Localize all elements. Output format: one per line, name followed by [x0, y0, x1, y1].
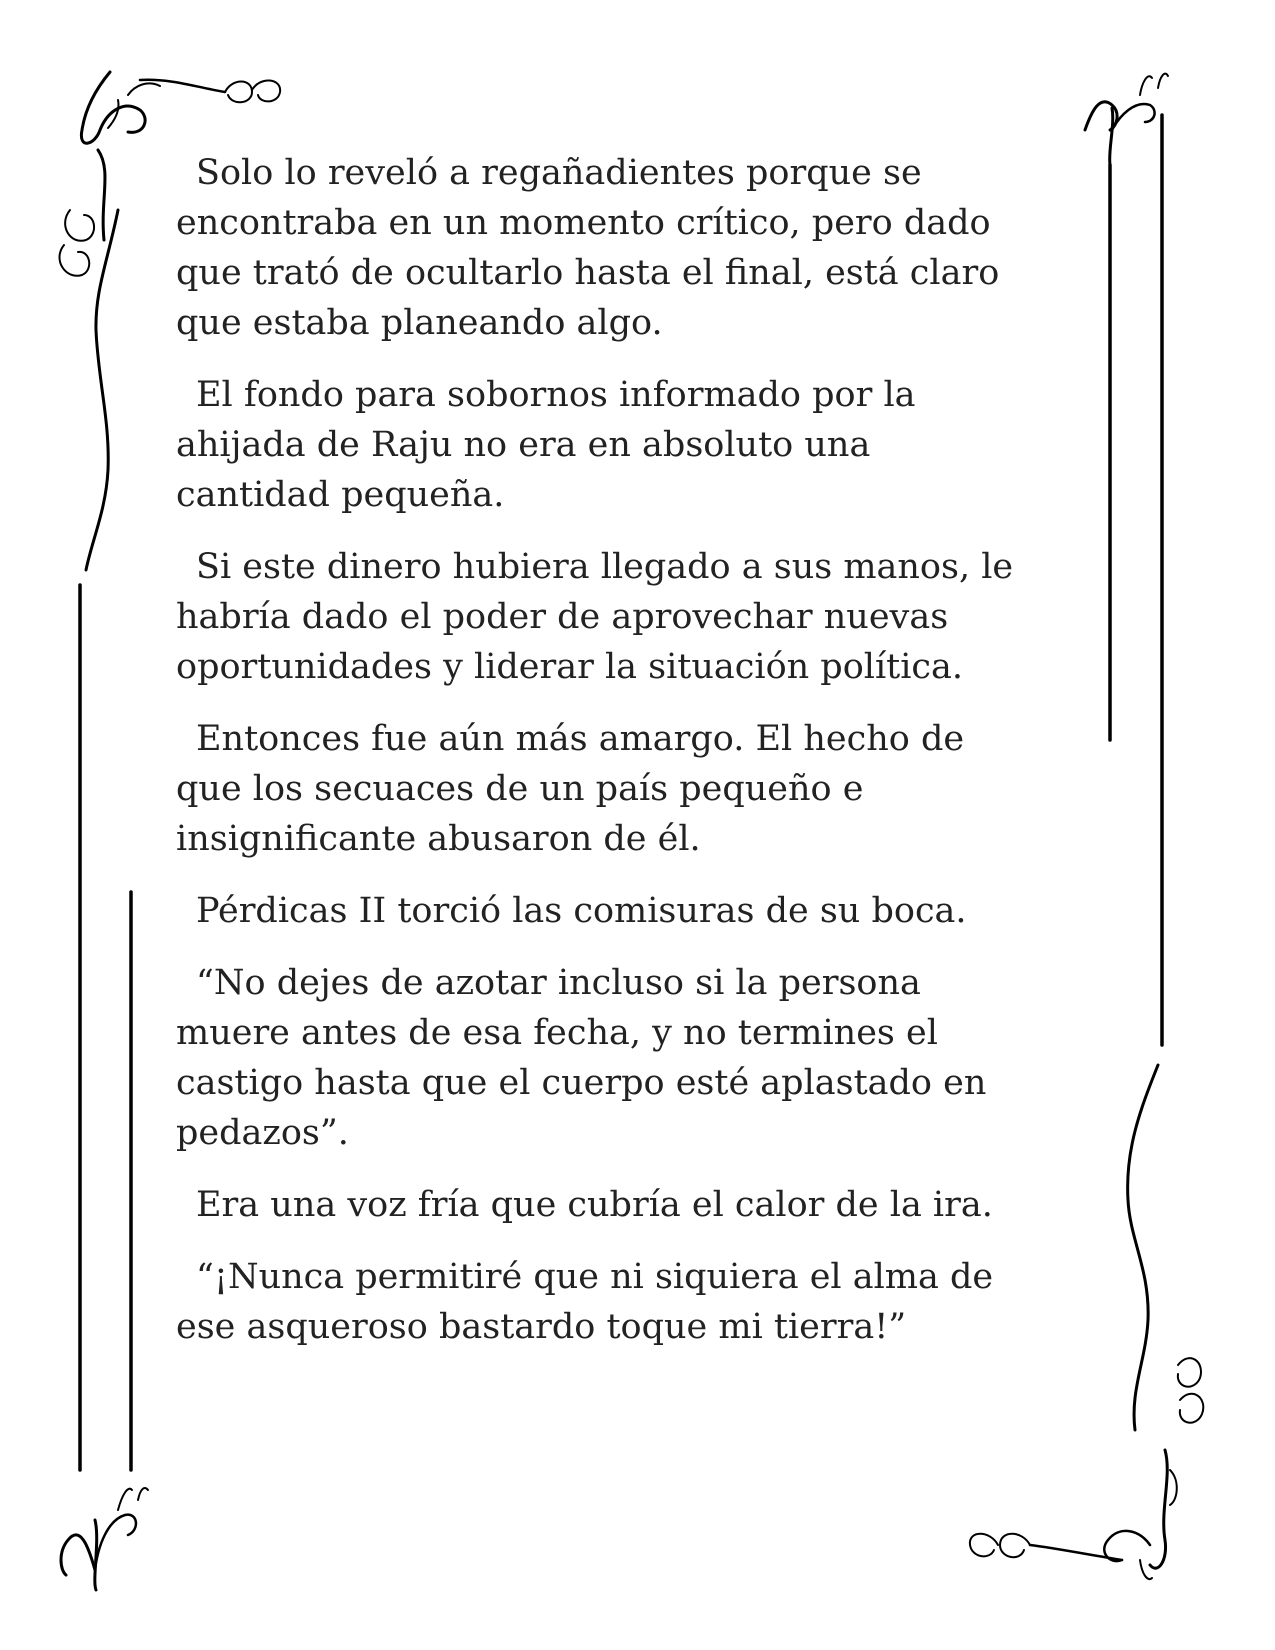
- paragraph-5: Pérdicas II torció las comisuras de su boca.: [196, 891, 967, 931]
- paragraph-3: Si este dinero hubiera llegado a sus manos, le habría dado el poder de aprovechar nuevas oportunidades y liderar la situación política.: [176, 547, 1014, 687]
- chapter-text: [176, 148, 1086, 1374]
- paragraph-8: “¡Nunca permitiré que ni siquiera el alma de ese asqueroso bastardo toque mi tierra!”: [176, 1257, 994, 1347]
- flourish-bottom-left: [61, 1488, 148, 1590]
- paragraph-1: Solo lo reveló a regañadientes porque se encontraba en un momento crítico, pero dado que trató de ocultarlo hasta el final, está claro que estaba planeando algo.: [176, 153, 1000, 343]
- paragraph-6: “No dejes de azotar incluso si la persona muere antes de esa fecha, y no termines el castigo hasta que el cuerpo esté aplastado en pedazos”.: [176, 963, 987, 1153]
- paragraph-2: El fondo para sobornos informado por la ahijada de Raju no era en absoluto una cantidad pequeña.: [176, 375, 916, 515]
- flourish-top-right: [1085, 74, 1168, 165]
- paragraph-7: Era una voz fría que cubría el calor de la ira.: [196, 1185, 993, 1225]
- paragraph-4: Entonces fue aún más amargo. El hecho de que los secuaces de un país pequeño e insignificante abusaron de él.: [176, 719, 965, 859]
